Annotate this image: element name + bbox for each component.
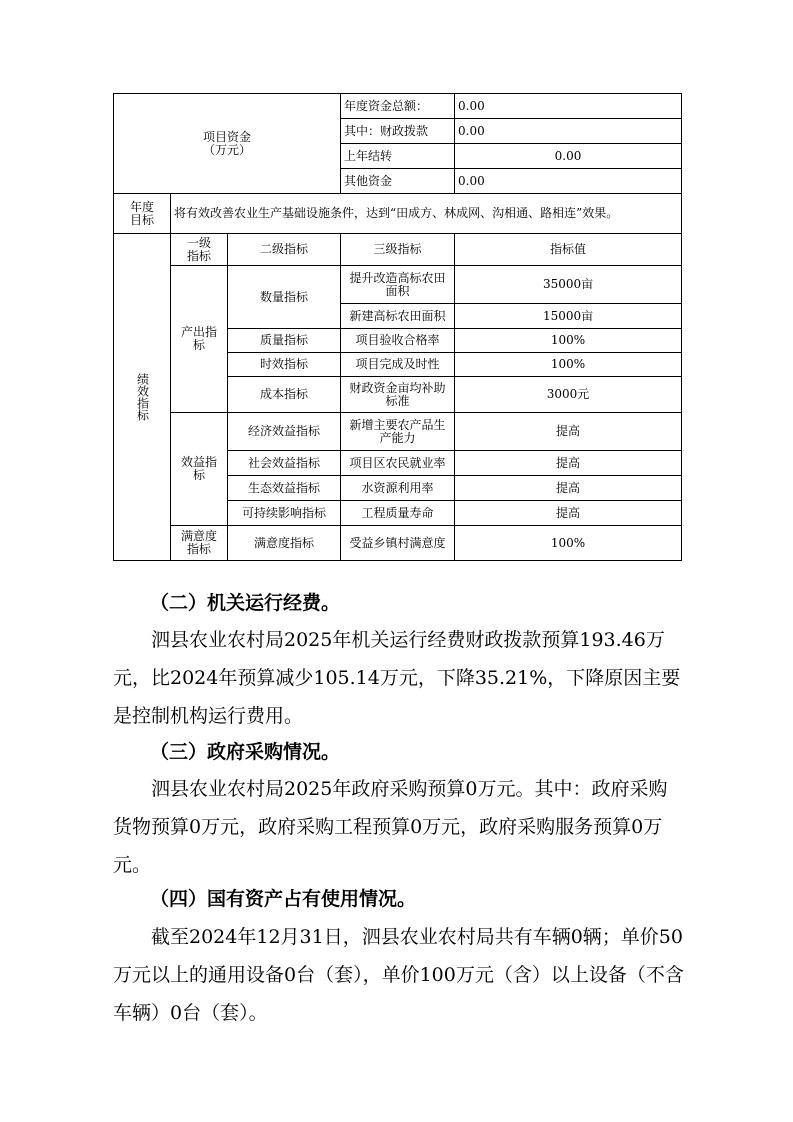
funds-row-label: 年度资金总额： (341, 94, 455, 119)
level1-satisfaction: 满意度 指标 (171, 526, 228, 561)
value-cell: 15000亩 (455, 304, 682, 329)
funds-row-label: 其中：财政拨款 (341, 119, 455, 144)
section-paragraph: 泗县农业农村局2025年政府采购预算0万元。其中：政府采购货物预算0万元，政府采购工程预算0万元，政府采购服务预算0万元。 (113, 778, 668, 876)
section-heading: （三）政府采购情况。 (150, 741, 341, 763)
annual-goal-text: 将有效改善农业生产基础设施条件，达到“田成方、林成网、沟相通、路相连”效果。 (171, 194, 682, 234)
level2-timeliness: 时效指标 (228, 353, 341, 377)
value-cell: 35000亩 (455, 266, 682, 304)
header-level2: 二级指标 (228, 234, 341, 266)
performance-label: 绩效指标 (114, 234, 171, 561)
value-cell: 提高 (455, 501, 682, 526)
funds-row-value: 0.00 (455, 169, 682, 194)
funds-row-value: 0.00 (455, 94, 682, 119)
level3-cell: 新增主要农产品生 产能力 (341, 413, 455, 451)
level2-ecological: 生态效益指标 (228, 476, 341, 501)
funds-label: 项目资金 （万元） (114, 94, 341, 194)
value-cell: 3000元 (455, 377, 682, 413)
level3-cell: 项目验收合格率 (341, 329, 455, 353)
performance-table (113, 93, 682, 561)
annual-goal-label: 年度 目标 (114, 194, 171, 234)
level3-cell: 财政资金亩均补助 标准 (341, 377, 455, 413)
funds-row-label: 上年结转 (341, 144, 455, 169)
section-heading: （四）国有资产占有使用情况。 (150, 888, 417, 910)
level3-cell: 受益乡镇村满意度 (341, 526, 455, 561)
value-cell: 提高 (455, 476, 682, 501)
funds-row-value: 0.00 (455, 119, 682, 144)
value-cell: 100% (455, 353, 682, 377)
funds-row-value: 0.00 (455, 144, 682, 169)
level2-quantity: 数量指标 (228, 266, 341, 329)
level2-sustainable: 可持续影响指标 (228, 501, 341, 526)
level1-benefit: 效益指 标 (171, 413, 228, 526)
level3-cell: 项目完成及时性 (341, 353, 455, 377)
value-cell: 提高 (455, 413, 682, 451)
value-cell: 100% (455, 329, 682, 353)
level3-cell: 工程质量寿命 (341, 501, 455, 526)
section-heading: （二）机关运行经费。 (150, 592, 341, 614)
level3-cell: 提升改造高标农田 面积 (341, 266, 455, 304)
section-paragraph: 泗县农业农村局2025年机关运行经费财政拨款预算193.46万元，比2024年预算减少105.14万元，下降35.21%，下降原因主要是控制机构运行费用。 (113, 629, 681, 727)
level1-output: 产出指 标 (171, 266, 228, 413)
header-level1: 一级 指标 (171, 234, 228, 266)
section-paragraph: 截至2024年12月31日，泗县农业农村局共有车辆0辆；单价50万元以上的通用设备0台（套），单价100万元（含）以上设备（不含车辆）0台（套）。 (113, 926, 684, 1024)
level3-cell: 新建高标农田面积 (341, 304, 455, 329)
level2-satisfaction: 满意度指标 (228, 526, 341, 561)
value-cell: 提高 (455, 451, 682, 476)
level3-cell: 水资源利用率 (341, 476, 455, 501)
header-value: 指标值 (455, 234, 682, 266)
value-cell: 100% (455, 526, 682, 561)
level3-cell: 项目区农民就业率 (341, 451, 455, 476)
level2-cost: 成本指标 (228, 377, 341, 413)
level2-quality: 质量指标 (228, 329, 341, 353)
funds-row-label: 其他资金 (341, 169, 455, 194)
level2-economic: 经济效益指标 (228, 413, 341, 451)
level2-social: 社会效益指标 (228, 451, 341, 476)
header-level3: 三级指标 (341, 234, 455, 266)
